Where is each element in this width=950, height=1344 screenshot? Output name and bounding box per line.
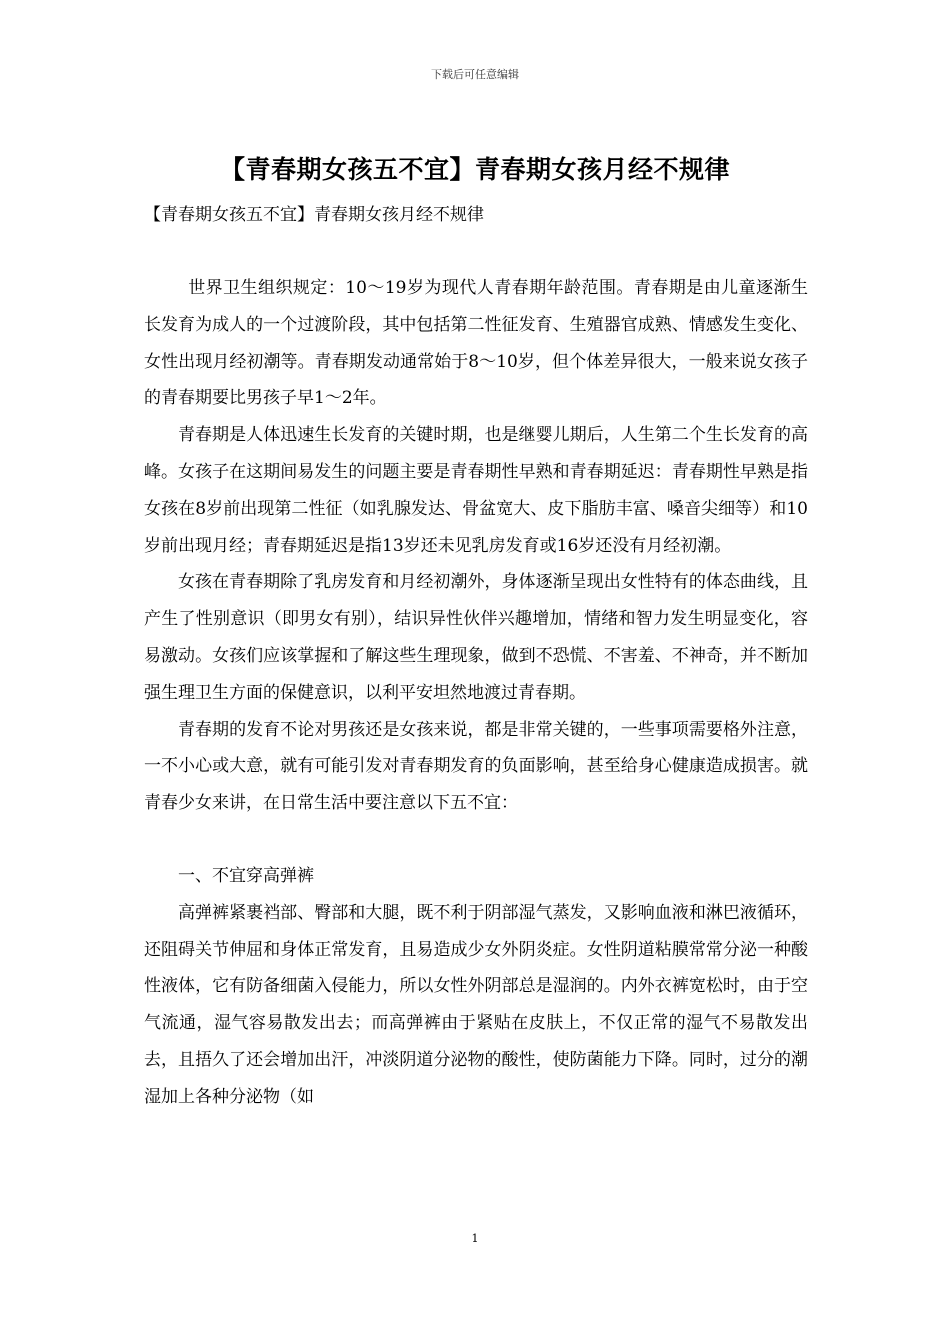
- document-title: 【青春期女孩五不宜】青春期女孩月经不规律: [219, 155, 730, 184]
- section-1-paragraph: 高弹裤紧裹裆部、臀部和大腿，既不利于阴部湿气蒸发，又影响血液和淋巴液循环，还阻碍关节伸屈和身体正常发育，且易造成少女外阴炎症。女性阴道粘膜常常分泌一种酸性液体，它有防备细菌入侵能力，所以女性外阴部总是湿润的。内外衣裤宽松时，由于空气流通，湿气容易散发出去；而高弹裤由于紧贴在皮肤上，不仅正常的湿气不易散发出去，且捂久了还会增加出汗，冲淡阴道分泌物的酸性，使防菌能力下降。同时，过分的潮湿加上各种分泌物（如: [144, 902, 808, 1107]
- page-number: 1: [471, 1232, 479, 1245]
- document-subtitle: 【青春期女孩五不宜】青春期女孩月经不规律: [144, 205, 484, 225]
- page-header: 下载后可任意编辑: [431, 68, 519, 81]
- section-heading-1: 一、不宜穿高弹裤: [178, 865, 314, 886]
- paragraph-intro: 世界卫生组织规定：10～19岁为现代人青春期年龄范围。青春期是由儿童逐渐生长发育为成人的一个过渡阶段，其中包括第二性征发育、生殖器官成熟、情感发生变化、女性出现月经初潮等。青春期发动通常始于8～10岁，但个体差异很大，一般来说女孩子的青春期要比男孩子早1～2年。: [144, 278, 808, 409]
- document-body: [144, 270, 808, 1116]
- paragraph-puberty-development: 青春期是人体迅速生长发育的关键时期，也是继婴儿期后，人生第二个生长发育的高峰。女孩子在这期间易发生的问题主要是青春期性早熟和青春期延迟：青春期性早熟是指女孩在8岁前出现第二性征（如乳腺发达、骨盆宽大、皮下脂肪丰富、嗓音尖细等）和10岁前出现月经；青春期延迟是指13岁还未见乳房发育或16岁还没有月经初潮。: [144, 425, 808, 556]
- paragraph-body-changes: 女孩在青春期除了乳房发育和月经初潮外，身体逐渐呈现出女性特有的体态曲线，且产生了性别意识（即男女有别），结识异性伙伴兴趣增加，情绪和智力发生明显变化，容易激动。女孩们应该掌握和了解这些生理现象，做到不恐慌、不害羞、不神奇，并不断加强生理卫生方面的保健意识，以利平安坦然地渡过青春期。: [144, 572, 808, 703]
- paragraph-five-cautions-intro: 青春期的发育不论对男孩还是女孩来说，都是非常关键的，一些事项需要格外注意，一不小心或大意，就有可能引发对青春期发育的负面影响，甚至给身心健康造成损害。就青春少女来讲，在日常生活中要注意以下五不宜：: [144, 719, 808, 814]
